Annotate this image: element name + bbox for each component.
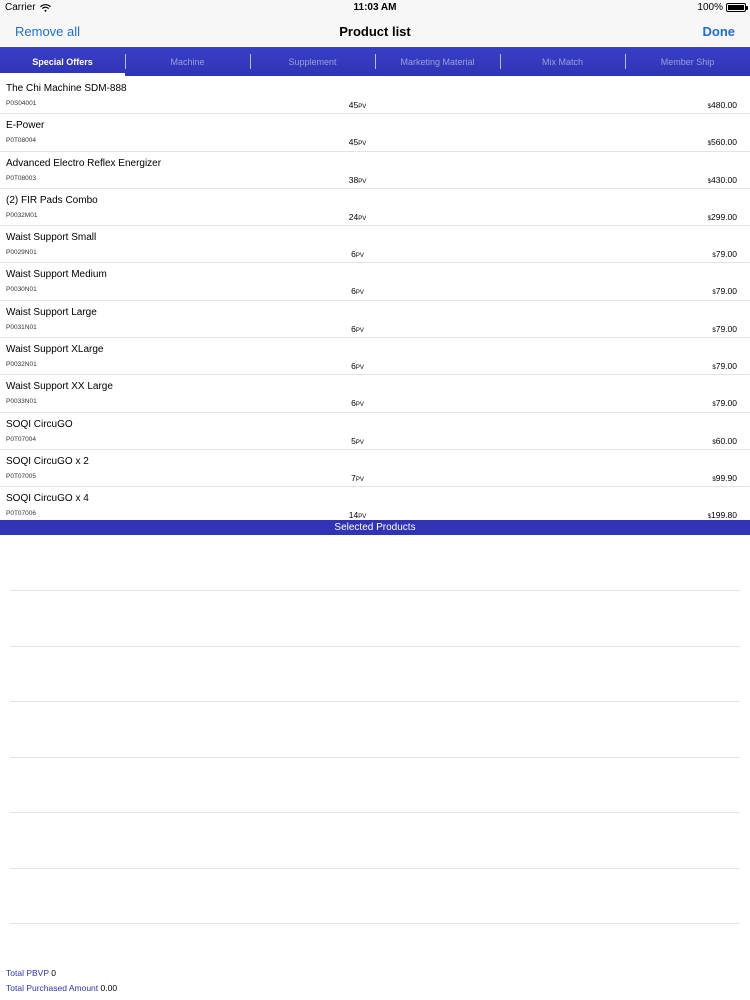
pv-value: 45 (348, 100, 359, 110)
done-button[interactable]: Done (702, 24, 735, 39)
pv-unit: PV (355, 439, 364, 446)
product-row[interactable] (0, 301, 750, 338)
battery-icon (726, 3, 746, 12)
product-name: Advanced Electro Reflex Energizer (6, 157, 162, 169)
product-name: SOQI CircuGO x 4 (6, 493, 89, 505)
pv-value: 14 (348, 510, 359, 520)
product-row[interactable] (0, 152, 750, 189)
tab-special-offers[interactable]: Special Offers (0, 47, 125, 76)
pv-value: 6 (351, 398, 356, 409)
product-name: (2) FIR Pads Combo (6, 194, 98, 206)
price-value: 79.00 (715, 249, 737, 260)
remove-all-button[interactable]: Remove all (15, 24, 81, 39)
price-value: 430.00 (711, 174, 737, 185)
totals-summary (6, 966, 117, 996)
divider (10, 812, 740, 813)
product-name: Waist Support Medium (6, 269, 107, 281)
product-code: P0031N01 (6, 323, 37, 331)
pv-unit: PV (355, 327, 364, 334)
pv-value: 45 (348, 137, 359, 148)
tab-supplement[interactable]: Supplement (250, 47, 375, 76)
total-amount-value: 0.00 (100, 983, 118, 993)
total-pbvp-value: 0 (51, 968, 56, 978)
pv-value: 6 (351, 361, 356, 372)
price-value: 79.00 (715, 286, 737, 297)
total-pbvp-label: Total PBVP (6, 968, 49, 978)
product-pv (330, 175, 385, 185)
product-price (712, 324, 737, 334)
divider (10, 757, 740, 758)
selected-products-list (0, 535, 750, 955)
price-value: 99.90 (715, 472, 737, 483)
product-row[interactable] (0, 77, 750, 114)
pv-unit: PV (358, 215, 367, 222)
pv-unit: PV (355, 402, 364, 409)
battery-level (728, 5, 744, 10)
currency-symbol: $ (712, 476, 716, 483)
product-name: The Chi Machine SDM-888 (6, 83, 127, 94)
product-pv (330, 510, 385, 520)
carrier-label: Carrier (5, 2, 36, 13)
product-price (708, 212, 737, 222)
pv-unit: PV (355, 476, 364, 483)
pv-value: 6 (351, 249, 356, 260)
tab-machine[interactable]: Machine (125, 47, 250, 76)
battery-percent: 100% (697, 2, 723, 13)
product-row[interactable] (0, 189, 750, 226)
status-bar (0, 0, 750, 16)
product-pv (330, 100, 385, 110)
pv-value: 6 (351, 286, 356, 297)
product-price (712, 473, 737, 483)
currency-symbol: $ (707, 215, 711, 222)
product-pv (330, 436, 385, 446)
price-value: 480.00 (711, 100, 737, 110)
pv-unit: PV (355, 253, 364, 260)
currency-symbol: $ (707, 178, 711, 185)
divider (10, 701, 740, 702)
product-price (708, 100, 737, 110)
price-value: 199.80 (711, 510, 737, 520)
product-name: SOQI CircuGO (6, 418, 73, 430)
product-name: Waist Support Large (6, 306, 97, 318)
product-code: P0T07005 (6, 472, 36, 480)
product-name: E-Power (6, 120, 45, 132)
product-code: P0T07004 (6, 435, 36, 443)
status-time: 11:03 AM (353, 2, 397, 13)
currency-symbol: $ (712, 290, 716, 297)
currency-symbol: $ (712, 253, 716, 260)
product-pv (330, 473, 385, 483)
product-name: SOQI CircuGO x 2 (6, 455, 89, 467)
pv-unit: PV (358, 104, 367, 110)
pv-unit: PV (358, 178, 367, 185)
product-pv (330, 249, 385, 259)
currency-symbol: $ (712, 365, 716, 372)
currency-symbol: $ (707, 141, 711, 148)
product-pv (330, 212, 385, 222)
total-amount-label: Total Purchased Amount (6, 983, 99, 993)
category-tabs (0, 47, 750, 76)
product-row[interactable] (0, 487, 750, 520)
product-price (712, 249, 737, 259)
pv-unit: PV (355, 365, 364, 372)
product-name: Waist Support XX Large (6, 381, 113, 393)
product-code: P0032M01 (6, 211, 38, 219)
product-pv (330, 286, 385, 296)
product-price (712, 398, 737, 408)
selected-products-header: Selected Products (0, 520, 750, 535)
pv-unit: PV (355, 290, 364, 297)
price-value: 60.00 (715, 435, 737, 446)
product-price (712, 436, 737, 446)
divider (10, 590, 740, 591)
total-pbvp (6, 966, 117, 981)
battery-info (697, 2, 746, 13)
total-amount (6, 981, 117, 996)
pv-value: 38 (348, 174, 359, 185)
product-price (712, 286, 737, 296)
currency-symbol: $ (707, 104, 711, 110)
product-row[interactable] (0, 413, 750, 450)
tab-member-ship[interactable]: Member Ship (625, 47, 750, 76)
product-row[interactable] (0, 226, 750, 263)
price-value: 79.00 (715, 361, 737, 372)
product-price (712, 361, 737, 371)
navigation-bar (0, 16, 750, 46)
price-value: 560.00 (711, 137, 737, 148)
pv-value: 5 (351, 435, 356, 446)
currency-symbol: $ (707, 514, 711, 520)
product-row[interactable] (0, 375, 750, 412)
currency-symbol: $ (712, 327, 716, 334)
product-name: Waist Support XLarge (6, 344, 104, 356)
product-name: Waist Support Small (6, 232, 97, 244)
tab-marketing-material[interactable]: Marketing Material (375, 47, 500, 76)
pv-unit: PV (358, 141, 367, 148)
divider (10, 646, 740, 647)
product-code: P0T07006 (6, 510, 36, 518)
product-row[interactable] (0, 338, 750, 375)
page-title: Product list (339, 24, 411, 39)
product-row[interactable] (0, 263, 750, 300)
product-pv (330, 137, 385, 147)
product-code: P0033N01 (6, 398, 37, 406)
pv-value: 7 (351, 472, 356, 483)
price-value: 79.00 (715, 398, 737, 409)
pv-value: 6 (351, 323, 356, 334)
product-pv (330, 398, 385, 408)
divider (10, 868, 740, 869)
product-code: P0030N01 (6, 286, 37, 294)
product-code: P0029N01 (6, 249, 37, 257)
product-row[interactable] (0, 450, 750, 487)
divider (10, 923, 740, 924)
tab-mix-match[interactable]: Mix Match (500, 47, 625, 76)
product-pv (330, 324, 385, 334)
product-code: P0T08004 (6, 137, 36, 145)
product-list (0, 77, 750, 520)
pv-unit: PV (358, 514, 367, 520)
currency-symbol: $ (712, 439, 716, 446)
product-price (708, 510, 737, 520)
currency-symbol: $ (712, 402, 716, 409)
product-pv (330, 361, 385, 371)
product-code: P0032N01 (6, 361, 37, 369)
product-code: P0T08003 (6, 174, 36, 182)
price-value: 299.00 (711, 211, 737, 222)
product-price (708, 137, 737, 147)
pv-value: 24 (348, 211, 359, 222)
product-row[interactable] (0, 114, 750, 151)
product-code: P0S04001 (6, 100, 37, 107)
product-price (708, 175, 737, 185)
price-value: 79.00 (715, 323, 737, 334)
